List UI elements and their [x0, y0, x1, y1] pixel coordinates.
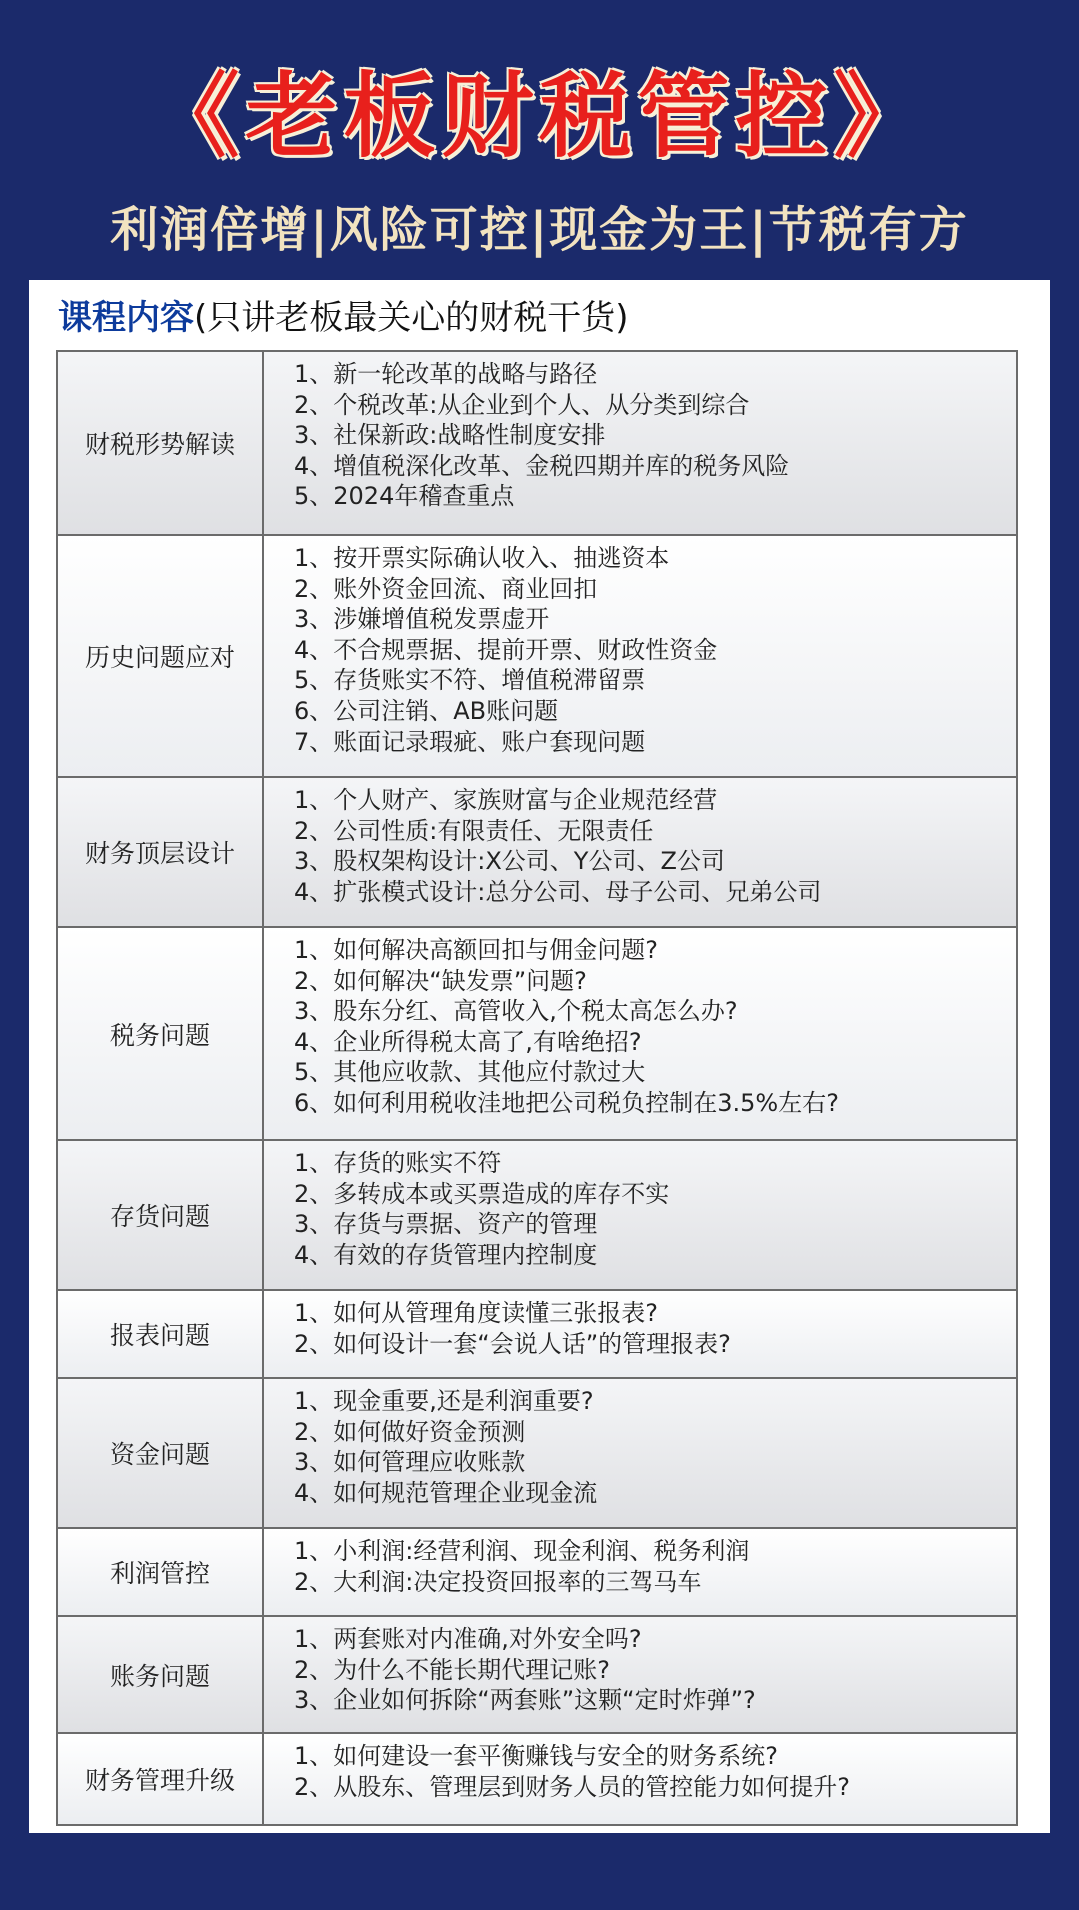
- list-item: 1、小利润:经营利润、现金利润、税务利润: [294, 1537, 750, 1565]
- list-item: 2、为什么不能长期代理记账?: [294, 1655, 611, 1684]
- row-category: 财务顶层设计: [58, 778, 264, 926]
- list-item: 2、如何做好资金预测: [294, 1417, 526, 1446]
- table-row: [58, 928, 1016, 1141]
- row-items: [264, 1529, 1016, 1615]
- list-item: 1、如何从管理角度读懂三张报表?: [294, 1299, 659, 1327]
- row-items: [264, 1291, 1016, 1377]
- row-category: 资金问题: [58, 1379, 264, 1527]
- row-items: [264, 1734, 1016, 1824]
- table-row: [58, 536, 1016, 778]
- list-item: 5、其他应收款、其他应付款过大: [294, 1058, 646, 1087]
- list-item: 1、存货的账实不符: [294, 1149, 502, 1177]
- table-row: [58, 1734, 1016, 1824]
- list-item: 6、公司注销、AB账问题: [294, 696, 559, 725]
- table-row: [58, 1141, 1016, 1291]
- row-category: 报表问题: [58, 1291, 264, 1377]
- table-row: [58, 352, 1016, 536]
- row-category: 存货问题: [58, 1141, 264, 1289]
- row-items: [264, 352, 1016, 534]
- list-item: 2、账外资金回流、商业回扣: [294, 574, 598, 603]
- list-item: 2、大利润:决定投资回报率的三驾马车: [294, 1567, 702, 1596]
- list-item: 3、如何管理应收账款: [294, 1448, 526, 1477]
- row-items: [264, 928, 1016, 1139]
- row-category: 财务管理升级: [58, 1734, 264, 1824]
- course-table: [56, 350, 1018, 1826]
- row-items: [264, 1617, 1016, 1732]
- list-item: 1、如何建设一套平衡赚钱与安全的财务系统?: [294, 1742, 779, 1770]
- list-item: 3、股东分红、高管收入,个税太高怎么办?: [294, 997, 738, 1026]
- section-heading-title: 课程内容: [58, 298, 194, 338]
- row-category: 税务问题: [58, 928, 264, 1139]
- list-item: 6、如何利用税收洼地把公司税负控制在3.5%左右?: [294, 1088, 839, 1117]
- list-item: 2、个税改革:从企业到个人、从分类到综合: [294, 390, 750, 419]
- list-item: 2、如何设计一套“会说人话”的管理报表?: [294, 1329, 731, 1358]
- row-category: 财税形势解读: [58, 352, 264, 534]
- list-item: 1、现金重要,还是利润重要?: [294, 1387, 594, 1415]
- row-category: 历史问题应对: [58, 536, 264, 776]
- row-items: [264, 536, 1016, 776]
- table-row: [58, 1529, 1016, 1617]
- list-item: 2、从股东、管理层到财务人员的管控能力如何提升?: [294, 1772, 851, 1801]
- row-category: 利润管控: [58, 1529, 264, 1615]
- list-item: 2、公司性质:有限责任、无限责任: [294, 816, 654, 845]
- list-item: 1、如何解决高额回扣与佣金问题?: [294, 936, 659, 964]
- row-category: 账务问题: [58, 1617, 264, 1732]
- list-item: 4、增值税深化改革、金税四期并库的税务风险: [294, 451, 790, 480]
- section-heading-note: (只讲老板最关心的财税干货): [194, 298, 629, 338]
- list-item: 3、存货与票据、资产的管理: [294, 1210, 598, 1239]
- list-item: 4、企业所得税太高了,有啥绝招?: [294, 1027, 642, 1056]
- row-items: [264, 1379, 1016, 1527]
- poster-title: 《老板财税管控》: [147, 63, 932, 170]
- row-items: [264, 1141, 1016, 1289]
- section-heading: [58, 290, 629, 346]
- list-item: 5、存货账实不符、增值税滞留票: [294, 666, 646, 695]
- list-item: 1、两套账对内准确,对外安全吗?: [294, 1625, 642, 1653]
- table-row: [58, 1617, 1016, 1734]
- list-item: 4、如何规范管理企业现金流: [294, 1478, 598, 1507]
- list-item: 3、企业如何拆除“两套账”这颗“定时炸弹”?: [294, 1686, 756, 1715]
- poster-subtitle: 利润倍增|风险可控|现金为王|节税有方: [110, 202, 969, 258]
- list-item: 4、不合规票据、提前开票、财政性资金: [294, 635, 718, 664]
- row-items: [264, 778, 1016, 926]
- course-panel: [29, 280, 1050, 1833]
- table-row: [58, 1379, 1016, 1529]
- list-item: 2、多转成本或买票造成的库存不实: [294, 1179, 670, 1208]
- list-item: 7、账面记录瑕疵、账户套现问题: [294, 727, 646, 756]
- list-item: 5、2024年稽查重点: [294, 482, 515, 511]
- list-item: 1、新一轮改革的战略与路径: [294, 360, 598, 388]
- list-item: 4、扩张模式设计:总分公司、母子公司、兄弟公司: [294, 877, 822, 906]
- list-item: 4、有效的存货管理内控制度: [294, 1240, 598, 1269]
- table-row: [58, 778, 1016, 928]
- list-item: 1、个人财产、家族财富与企业规范经营: [294, 786, 718, 814]
- list-item: 3、涉嫌增值税发票虚开: [294, 605, 550, 634]
- list-item: 3、股权架构设计:X公司、Y公司、Z公司: [294, 847, 725, 876]
- table-row: [58, 1291, 1016, 1379]
- list-item: 3、社保新政:战略性制度安排: [294, 421, 606, 450]
- list-item: 1、按开票实际确认收入、抽逃资本: [294, 544, 670, 572]
- list-item: 2、如何解决“缺发票”问题?: [294, 966, 587, 995]
